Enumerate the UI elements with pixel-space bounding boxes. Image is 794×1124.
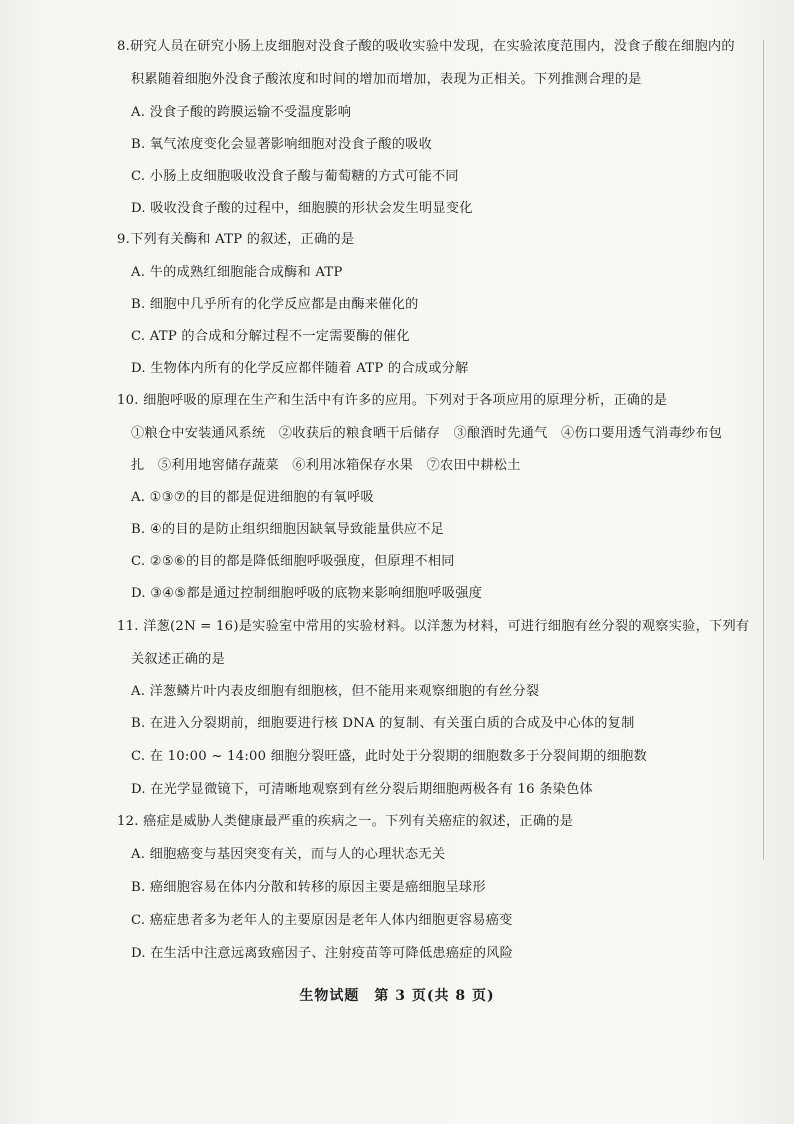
q12-option-d: D. 在生活中注意远离致癌因子、注射疫苗等可降低患癌症的风险 (131, 946, 514, 961)
q9-option-d: D. 生物体内所有的化学反应都伴随着 ATP 的合成或分解 (131, 361, 469, 376)
q11-option-b: B. 在进入分裂期前，细胞要进行核 DNA 的复制、有关蛋白质的合成及中心体的复制 (131, 716, 635, 731)
q8-option-a: A. 没食子酸的跨膜运输不受温度影响 (131, 105, 352, 120)
q10-option-d: D. ③④⑤都是通过控制细胞呼吸的底物来影响细胞呼吸强度 (131, 586, 483, 601)
q12-option-a: A. 细胞癌变与基因突变有关，而与人的心理状态无关 (131, 847, 446, 862)
q11-stem-line-2: 关叙述正确的是 (131, 652, 226, 667)
q9-option-a: A. 牛的成熟红细胞能合成酶和 ATP (131, 265, 343, 280)
q10-stem-line-1: 10. 细胞呼吸的原理在生产和生活中有许多的应用。下列对于各项应用的原理分析，正确的是 (117, 393, 668, 408)
q8-stem-line-2: 积累随着细胞外没食子酸浓度和时间的增加而增加，表现为正相关。下列推测合理的是 (131, 72, 642, 87)
page-edge-line (763, 40, 764, 860)
q10-option-b: B. ④的目的是防止组织细胞因缺氧导致能量供应不足 (131, 522, 445, 537)
q8-option-d: D. 吸收没食子酸的过程中，细胞膜的形状会发生明显变化 (131, 201, 473, 216)
q12-option-b: B. 癌细胞容易在体内分散和转移的原因主要是癌细胞呈球形 (131, 880, 486, 895)
q12-stem-line-1: 12. 癌症是威胁人类健康最严重的疾病之一。下列有关癌症的叙述，正确的是 (117, 814, 574, 829)
q10-option-c: C. ②⑤⑥的目的都是降低细胞呼吸强度，但原理不相同 (131, 554, 455, 569)
q9-option-b: B. 细胞中几乎所有的化学反应都是由酶来催化的 (131, 297, 419, 312)
q10-stem-line-2: ①粮仓中安装通风系统 ②收获后的粮食晒干后储存 ③酿酒时先通气 ④伤口要用透气消毒纱布包 (131, 426, 723, 441)
q10-option-a: A. ①③⑦的目的都是促进细胞的有氧呼吸 (131, 490, 374, 505)
q9-stem-line-1: 9.下列有关酶和 ATP 的叙述，正确的是 (117, 232, 355, 247)
q10-stem-line-3: 扎 ⑤利用地窖储存蔬菜 ⑥利用冰箱保存水果 ⑦农田中耕松土 (131, 458, 521, 473)
q11-option-c: C. 在 10:00 ~ 14:00 细胞分裂旺盛，此时处于分裂期的细胞数多于分裂间期的细胞数 (131, 749, 648, 764)
page-footer: 生物试题 第 3 页(共 8 页) (299, 988, 495, 1004)
q12-option-c: C. 癌症患者多为老年人的主要原因是老年人体内细胞更容易癌变 (131, 913, 513, 928)
q8-stem-line-1: 8.研究人员在研究小肠上皮细胞对没食子酸的吸收实验中发现，在实验浓度范围内，没食子酸在细胞内的 (117, 39, 735, 54)
q11-stem-line-1: 11. 洋葱(2N = 16)是实验室中常用的实验材料。以洋葱为材料，可进行细胞有丝分裂的观察实验，下列有 (117, 619, 750, 634)
q8-option-c: C. 小肠上皮细胞吸收没食子酸与葡萄糖的方式可能不同 (131, 169, 459, 184)
q11-option-d: D. 在光学显微镜下，可清晰地观察到有丝分裂后期细胞两极各有 16 条染色体 (131, 782, 593, 797)
q8-option-b: B. 氧气浓度变化会显著影响细胞对没食子酸的吸收 (131, 137, 433, 152)
q11-option-a: A. 洋葱鳞片叶内表皮细胞有细胞核，但不能用来观察细胞的有丝分裂 (131, 684, 540, 699)
q9-option-c: C. ATP 的合成和分解过程不一定需要酶的催化 (131, 329, 410, 344)
